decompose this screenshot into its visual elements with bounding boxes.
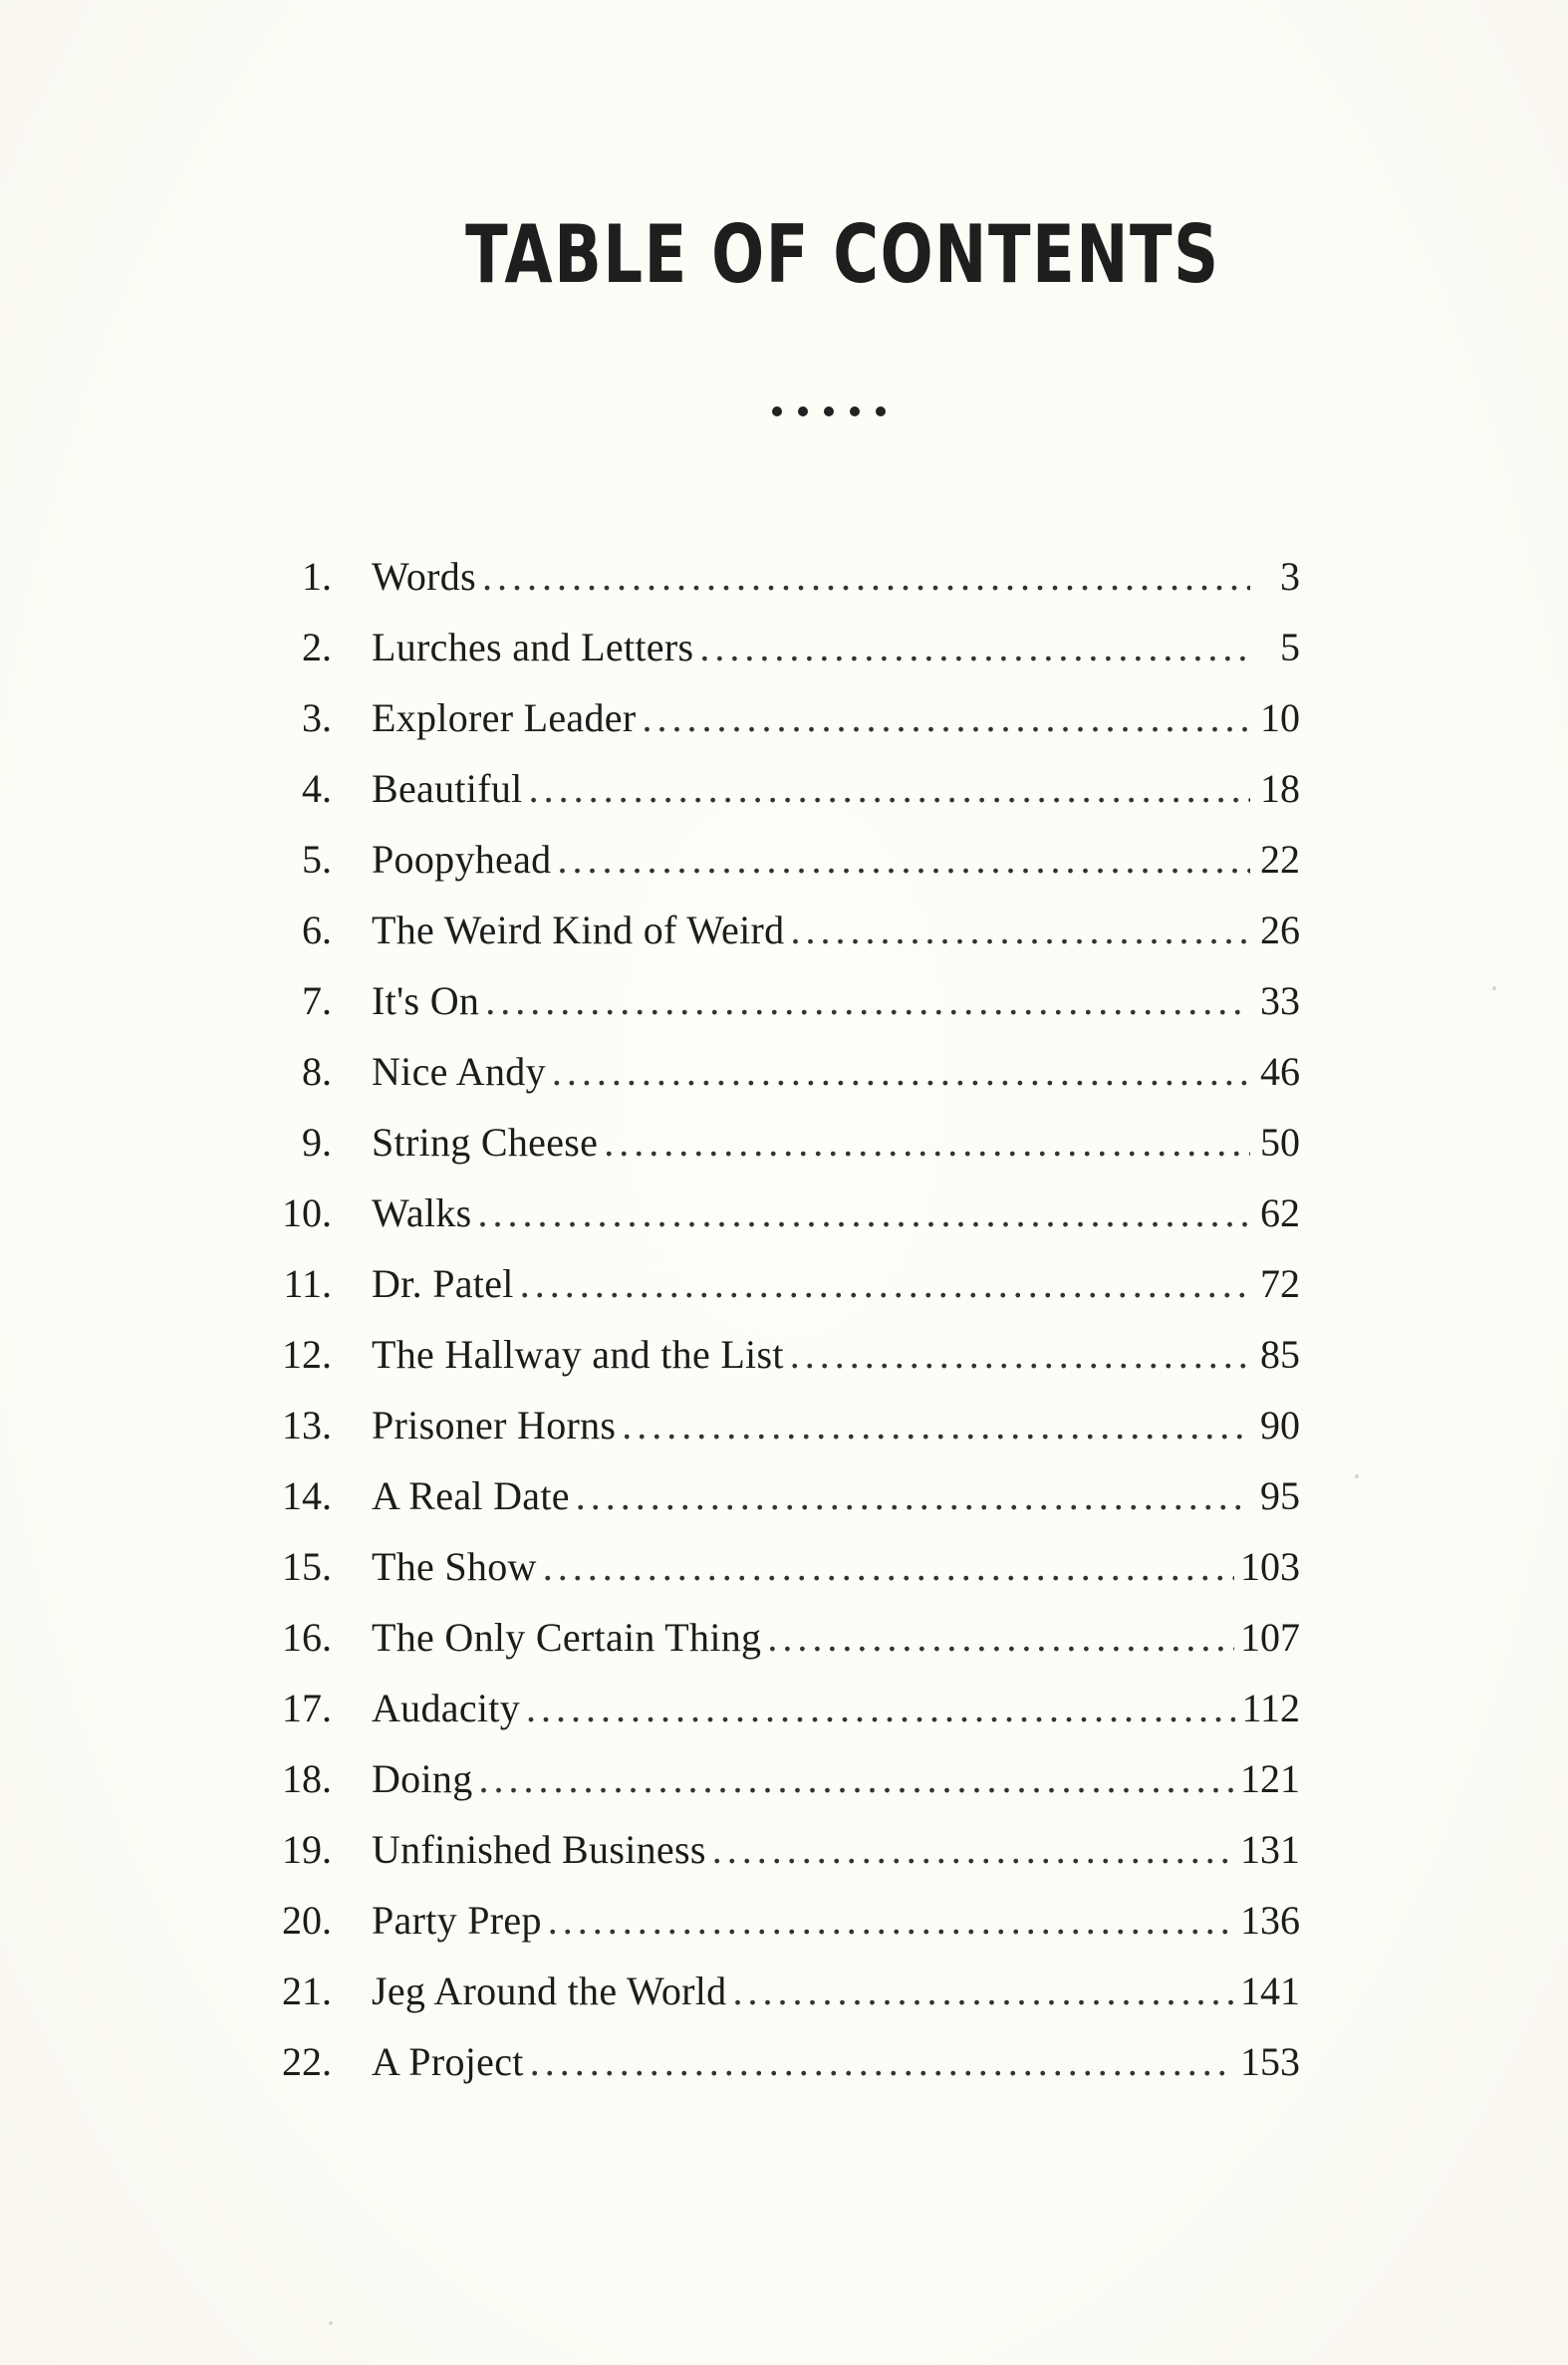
dot-leader [482, 553, 1250, 600]
chapter-title: Lurches and Letters [372, 625, 694, 669]
chapter-number: 12. [282, 1332, 332, 1377]
toc-entry [244, 694, 1300, 765]
toc-entry [244, 977, 1300, 1048]
chapter-title: The Weird Kind of Weird [372, 908, 785, 952]
dot-leader [576, 1472, 1250, 1519]
dot-leader [552, 1048, 1250, 1095]
chapter-title: Prisoner Horns [372, 1403, 617, 1447]
dot-leader [732, 1968, 1234, 2014]
page-number: 131 [1240, 1827, 1300, 1872]
chapter-title: Words [372, 554, 476, 599]
page-number: 90 [1260, 1403, 1300, 1447]
page-number: 121 [1240, 1756, 1300, 1801]
dot-leader [479, 1755, 1235, 1802]
page-number: 22 [1260, 837, 1300, 882]
page-number: 112 [1241, 1686, 1300, 1730]
chapter-title: The Hallway and the List [372, 1332, 784, 1377]
chapter-title: The Show [372, 1544, 537, 1589]
page-number: 50 [1260, 1120, 1300, 1165]
chapter-title: A Real Date [372, 1473, 570, 1518]
page-number: 141 [1240, 1969, 1300, 2013]
chapter-title: It's On [372, 978, 480, 1023]
ornament-dot [798, 406, 808, 416]
chapter-number: 8. [302, 1049, 332, 1094]
toc-entry [244, 1331, 1300, 1402]
dot-leader [642, 694, 1250, 741]
toc-entry [244, 1472, 1300, 1543]
toc-entry [244, 836, 1300, 907]
contents-list [244, 553, 1300, 2109]
toc-entry [244, 624, 1300, 694]
paper-speck [1355, 1474, 1359, 1478]
dot-leader [712, 1826, 1234, 1873]
chapter-title: Party Prep [372, 1898, 542, 1943]
chapter-number: 18. [282, 1756, 332, 1801]
chapter-number: 22. [282, 2039, 332, 2084]
ornament-dot [850, 406, 860, 416]
chapter-title: Jeg Around the World [372, 1969, 727, 2013]
chapter-number: 7. [302, 978, 332, 1023]
page-number: 107 [1240, 1615, 1300, 1660]
toc-entry [244, 1543, 1300, 1614]
dot-leader [529, 765, 1250, 812]
chapter-number: 5. [302, 837, 332, 882]
toc-entry [244, 1755, 1300, 1826]
toc-entry [244, 1048, 1300, 1119]
page-number: 33 [1260, 978, 1300, 1023]
dot-leader [557, 836, 1250, 883]
page-number: 46 [1260, 1049, 1300, 1094]
toc-entry [244, 1968, 1300, 2038]
dot-leader [699, 624, 1250, 670]
dot-leader [767, 1614, 1234, 1661]
toc-entry [244, 1189, 1300, 1260]
page-number: 26 [1260, 908, 1300, 952]
page-number: 85 [1260, 1332, 1300, 1377]
toc-entry [244, 1119, 1300, 1189]
toc-entry [244, 1897, 1300, 1968]
chapter-number: 21. [282, 1969, 332, 2013]
page-number: 62 [1260, 1190, 1300, 1235]
ornament-divider [772, 406, 886, 416]
chapter-number: 16. [282, 1615, 332, 1660]
page-title: TABLE OF CONTENTS [465, 207, 1220, 301]
toc-entry [244, 1260, 1300, 1331]
chapter-number: 20. [282, 1898, 332, 1943]
chapter-number: 3. [302, 695, 332, 740]
chapter-title: Poopyhead [372, 837, 552, 882]
dot-leader [790, 1331, 1250, 1378]
ornament-dot [772, 406, 782, 416]
chapter-number: 2. [302, 625, 332, 669]
page-number: 72 [1260, 1261, 1300, 1306]
chapter-number: 1. [302, 554, 332, 599]
page-number: 18 [1260, 766, 1300, 811]
dot-leader [520, 1260, 1250, 1307]
dot-leader [543, 1543, 1234, 1590]
dot-leader [477, 1189, 1250, 1236]
page-number: 5 [1280, 625, 1300, 669]
chapter-title: Walks [372, 1190, 472, 1235]
chapter-number: 10. [282, 1190, 332, 1235]
page-number: 10 [1260, 695, 1300, 740]
toc-entry [244, 907, 1300, 977]
chapter-title: Audacity [372, 1686, 521, 1730]
toc-entry [244, 553, 1300, 624]
chapter-title: Unfinished Business [372, 1827, 706, 1872]
chapter-title: Nice Andy [372, 1049, 546, 1094]
toc-entry [244, 1685, 1300, 1755]
chapter-title: Beautiful [372, 766, 523, 811]
chapter-title: Explorer Leader [372, 695, 637, 740]
dot-leader [622, 1402, 1250, 1448]
chapter-number: 15. [282, 1544, 332, 1589]
paper-speck [329, 2321, 333, 2325]
page-number: 136 [1240, 1898, 1300, 1943]
chapter-number: 19. [282, 1827, 332, 1872]
page-number: 153 [1240, 2039, 1300, 2084]
chapter-number: 11. [283, 1261, 332, 1306]
chapter-number: 6. [302, 908, 332, 952]
ornament-dot [824, 406, 834, 416]
dot-leader [548, 1897, 1234, 1944]
chapter-number: 17. [282, 1686, 332, 1730]
toc-entry [244, 2038, 1300, 2109]
toc-entry [244, 1402, 1300, 1472]
paper-speck [1492, 986, 1496, 990]
dot-leader [526, 1685, 1235, 1731]
chapter-title: String Cheese [372, 1120, 599, 1165]
dot-leader [485, 977, 1250, 1024]
chapter-number: 14. [282, 1473, 332, 1518]
page-number: 103 [1240, 1544, 1300, 1589]
toc-entry [244, 1826, 1300, 1897]
chapter-title: A Project [372, 2039, 524, 2084]
chapter-title: Doing [372, 1756, 473, 1801]
ornament-dot [876, 406, 886, 416]
chapter-title: The Only Certain Thing [372, 1615, 762, 1660]
page-number: 3 [1280, 554, 1300, 599]
toc-entry [244, 1614, 1300, 1685]
dot-leader [790, 907, 1250, 953]
toc-entry [244, 765, 1300, 836]
chapter-number: 4. [302, 766, 332, 811]
chapter-title: Dr. Patel [372, 1261, 514, 1306]
chapter-number: 13. [282, 1403, 332, 1447]
dot-leader [530, 2038, 1234, 2085]
chapter-number: 9. [302, 1120, 332, 1165]
page-number: 95 [1260, 1473, 1300, 1518]
dot-leader [604, 1119, 1250, 1166]
